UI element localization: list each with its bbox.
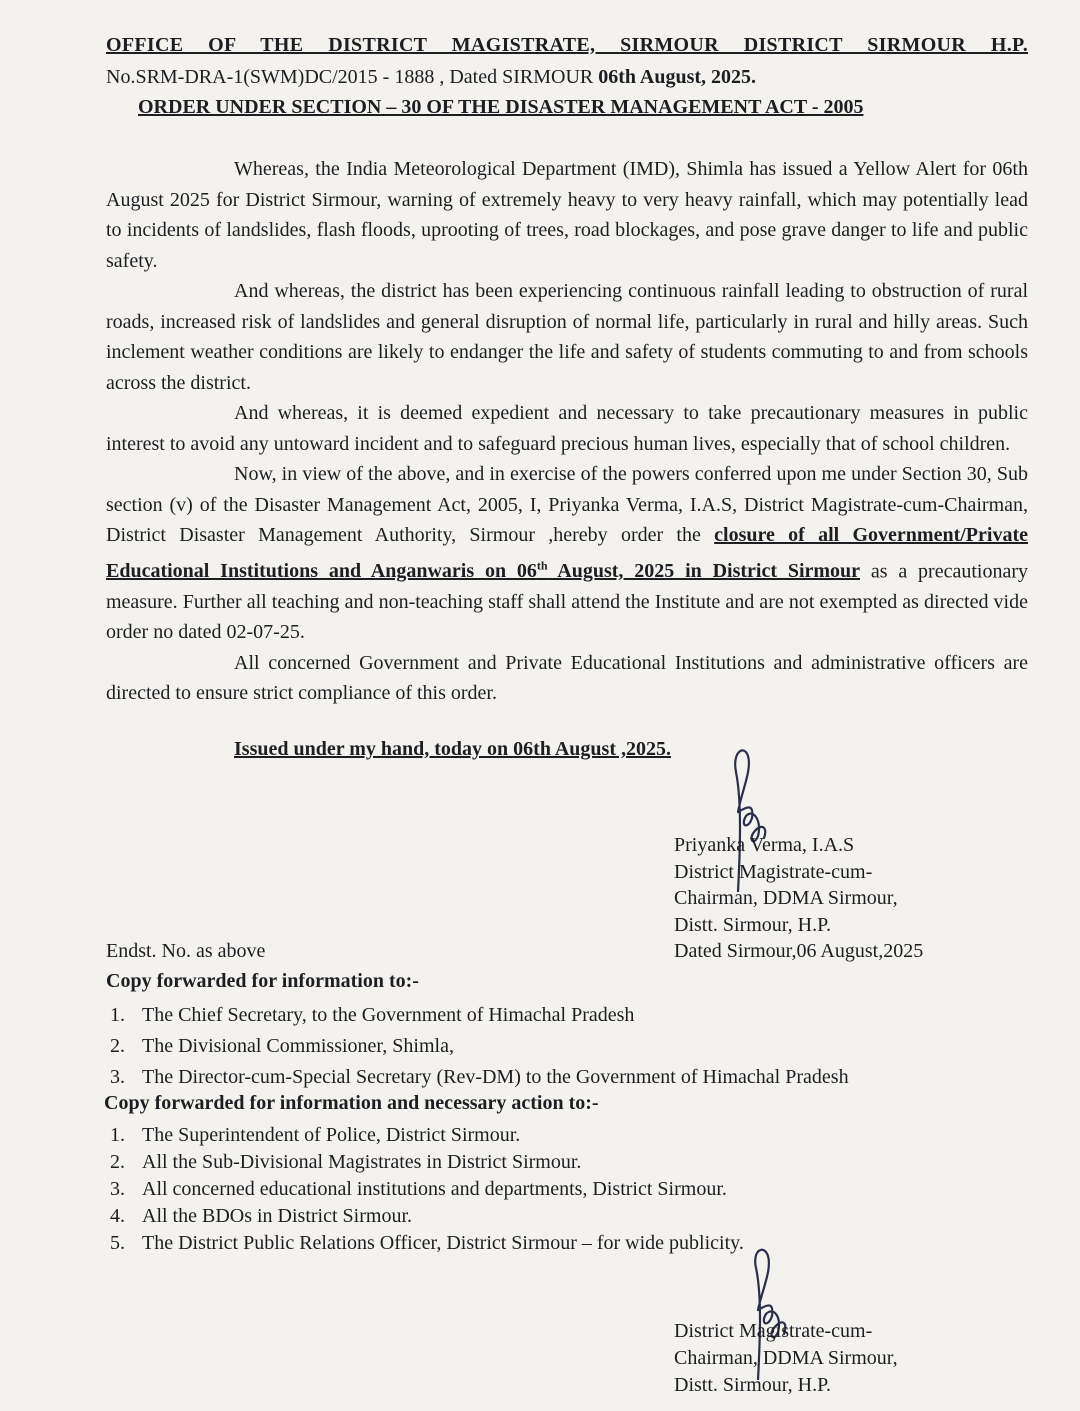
paragraph-4-end: as a precautionary measure. Further all teaching and non-teaching staff shall attend the Institute and are not exempted as directed vide order no dated 02-07-25. <box>106 560 1028 644</box>
list-number: 3. <box>110 1066 125 1088</box>
list-number: 4. <box>110 1205 125 1227</box>
list-text: The District Public Relations Officer, District Sirmour – for wide publicity. <box>142 1232 744 1254</box>
list-item <box>106 1230 744 1257</box>
endorsement-number: Endst. No. as above <box>106 940 266 962</box>
signatory-line: Distt. Sirmour, H.P. <box>674 1374 832 1396</box>
reference-line <box>106 66 756 89</box>
list-number: 2. <box>110 1035 125 1057</box>
paragraph-4 <box>106 459 1028 648</box>
issued-line: Issued under my hand, today on 06th August ,2025. <box>234 738 671 760</box>
signatory-line: Dated Sirmour,06 August,2025 <box>674 940 924 962</box>
list-item <box>106 1000 849 1031</box>
list-number: 3. <box>110 1178 125 1200</box>
copy-action-heading: Copy forwarded for information and necessary action to:- <box>104 1092 599 1114</box>
signatory-line: District Magistrate-cum- <box>674 1320 873 1342</box>
list-text: The Superintendent of Police, District Sirmour. <box>142 1124 521 1146</box>
list-text: The Chief Secretary, to the Government of Himachal Pradesh <box>142 1004 635 1026</box>
signatory-line: Distt. Sirmour, H.P. <box>674 913 832 936</box>
paragraph-5: All concerned Government and Private Educational Institutions and administrative officers are directed to ensure strict compliance of this order. <box>106 651 1028 705</box>
paragraph-3: And whereas, it is deemed expedient and necessary to take precautionary measures in public interest to avoid any untoward incident and to safeguard precious human lives, especially that of school children. <box>106 402 1028 455</box>
copy-info-heading: Copy forwarded for information to:- <box>106 970 419 992</box>
signatory-line: District Magistrate-cum- <box>674 860 873 883</box>
office-heading: OFFICE OF THE DISTRICT MAGISTRATE, SIRMOUR DISTRICT SIRMOUR H.P. <box>106 34 1028 56</box>
list-item <box>106 1062 849 1093</box>
reference-number: No.SRM-DRA-1(SWM)DC/2015 - 1888 , Dated SIRMOUR <box>106 66 599 88</box>
list-item <box>106 1031 849 1062</box>
list-item <box>106 1176 744 1203</box>
list-text: The Divisional Commissioner, Shimla, <box>142 1035 454 1057</box>
signatory-line: Chairman, DDMA Sirmour, <box>674 887 898 909</box>
signatory-block-2 <box>674 1318 898 1399</box>
closure-order-sup: th <box>536 558 548 573</box>
order-body <box>106 154 1028 709</box>
order-title: ORDER UNDER SECTION – 30 OF THE DISASTER MANAGEMENT ACT - 2005 <box>138 96 864 118</box>
signatory-block <box>674 832 923 965</box>
list-number: 1. <box>110 1004 125 1026</box>
list-item <box>106 1149 744 1176</box>
list-item <box>106 1203 744 1230</box>
list-number: 5. <box>110 1232 125 1254</box>
closure-order-b: August, 2025 in District Sirmour <box>547 560 861 583</box>
paragraph-2: And whereas, the district has been experiencing continuous rainfall leading to obstruction of rural roads, increased risk of landslides and general disruption of normal life, particularly in rural and hilly areas. Such inclement weather conditions are likely to endanger the life and safety of students commuting to and from schools across the district. <box>106 280 1028 394</box>
list-text: The Director-cum-Special Secretary (Rev-DM) to the Government of Himachal Pradesh <box>142 1066 849 1088</box>
reference-date: 06th August, 2025. <box>598 66 757 88</box>
paragraph-1: Whereas, the India Meteorological Department (IMD), Shimla has issued a Yellow Alert for 06th August 2025 for District Sirmour, warning of extremely heavy to very heavy rainfall, which may potentially lead to incidents of landslides, flash floods, uprooting of trees, road blockages, and pose grave danger to life and public safety. <box>106 158 1028 272</box>
list-number: 1. <box>110 1124 125 1146</box>
paragraph-4-start: Now, in view of the above, and in exercise of the powers conferred upon me under Section 30, Sub section (v) of the Disaster Management Act, 2005, I, Priyanka Verma, I.A.S, District Magistrate-cum-Chairman, District Disaster Management Authority, Sirmour ,hereby order the <box>106 463 1028 546</box>
signatory-line: Chairman, DDMA Sirmour, <box>674 1347 898 1369</box>
list-item <box>106 1122 744 1149</box>
list-text: All the BDOs in District Sirmour. <box>142 1205 412 1227</box>
list-text: All concerned educational institutions and departments, District Sirmour. <box>142 1178 727 1200</box>
closure-order-a: closure of all Government/Private Educational Institutions and Anganwaris on 06 <box>106 524 1028 583</box>
list-text: All the Sub-Divisional Magistrates in District Sirmour. <box>142 1151 582 1173</box>
copy-info-list <box>106 1000 849 1093</box>
list-number: 2. <box>110 1151 125 1173</box>
copy-action-list <box>106 1122 744 1257</box>
signatory-line: Priyanka Verma, I.A.S <box>674 834 855 856</box>
